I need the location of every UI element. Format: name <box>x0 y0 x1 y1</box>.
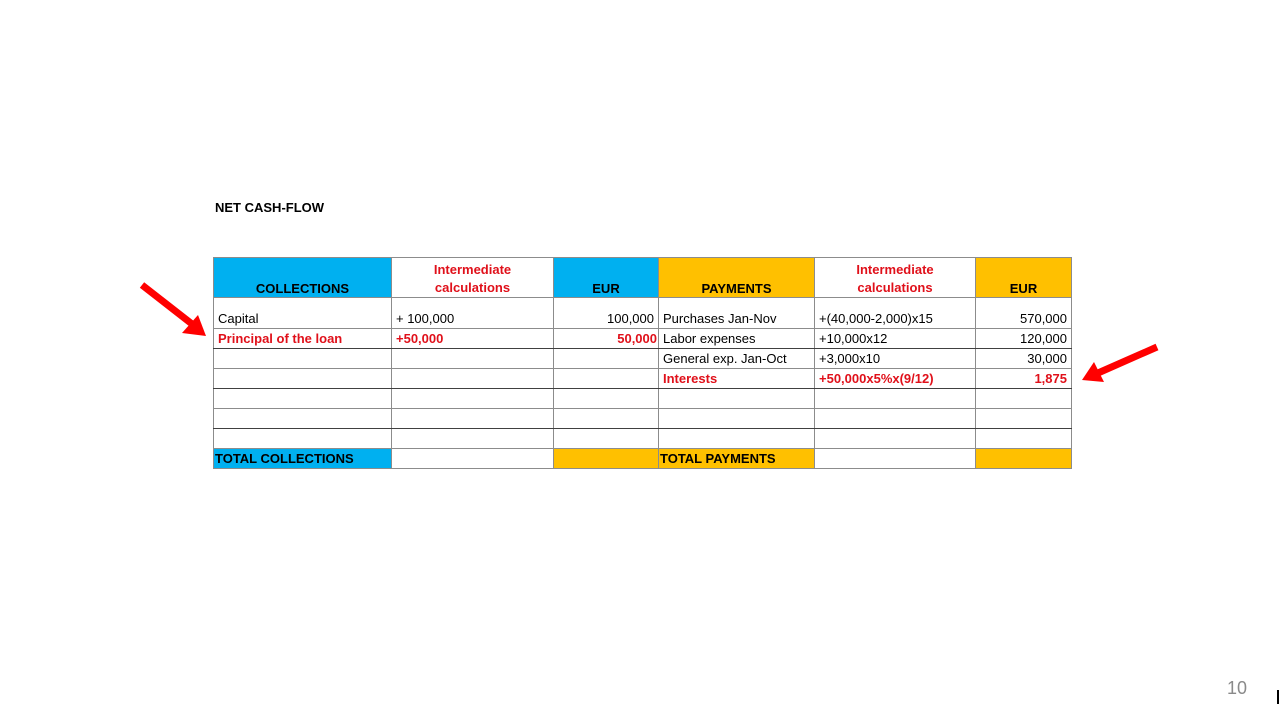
collection-calc: +50,000 <box>392 329 554 349</box>
collection-eur <box>554 429 659 449</box>
header-collections-calc: Intermediate calculations <box>392 258 554 298</box>
header-payments-calc: Intermediate calculations <box>815 258 976 298</box>
collection-calc <box>392 389 554 409</box>
table-row <box>214 329 1072 349</box>
table-row <box>214 389 1072 409</box>
payment-eur <box>976 429 1072 449</box>
payment-calc <box>815 409 976 429</box>
payment-eur: 30,000 <box>976 349 1072 369</box>
payment-label: Purchases Jan-Nov <box>659 298 815 329</box>
page-number: 10 <box>1227 678 1248 698</box>
payment-calc: +50,000x5%x(9/12) <box>815 369 976 389</box>
collection-label: Capital <box>214 298 392 329</box>
total-collections-calc <box>392 449 554 469</box>
payment-eur <box>976 389 1072 409</box>
payment-label <box>659 429 815 449</box>
net-cash-flow-table <box>213 257 1072 469</box>
header-payments-eur: EUR <box>976 258 1072 298</box>
payment-label: Interests <box>659 369 815 389</box>
collection-label: Principal of the loan <box>214 329 392 349</box>
payment-eur <box>976 409 1072 429</box>
header-payments: PAYMENTS <box>659 258 815 298</box>
totals-row <box>214 449 1072 469</box>
slide-title: NET CASH-FLOW <box>215 200 325 215</box>
collection-calc <box>392 349 554 369</box>
total-payments-label: TOTAL PAYMENTS <box>659 449 815 469</box>
collection-label <box>214 389 392 409</box>
payment-label: Labor expenses <box>659 329 815 349</box>
collection-eur: 100,000 <box>554 298 659 329</box>
payment-calc: +10,000x12 <box>815 329 976 349</box>
payment-calc <box>815 389 976 409</box>
payment-calc <box>815 429 976 449</box>
payment-eur: 1,875 <box>976 369 1072 389</box>
collection-calc: + 100,000 <box>392 298 554 329</box>
payment-eur: 570,000 <box>976 298 1072 329</box>
total-collections-label: TOTAL COLLECTIONS <box>214 449 392 469</box>
header-row <box>214 258 1072 298</box>
collection-eur <box>554 389 659 409</box>
collection-calc <box>392 409 554 429</box>
table-row <box>214 349 1072 369</box>
arrow-down-left-icon <box>1078 342 1162 386</box>
header-collections: COLLECTIONS <box>214 258 392 298</box>
total-payments-calc <box>815 449 976 469</box>
collection-eur <box>554 349 659 369</box>
table-row <box>214 409 1072 429</box>
total-payments-eur <box>976 449 1072 469</box>
header-collections-eur: EUR <box>554 258 659 298</box>
text-cursor <box>1277 690 1279 704</box>
collection-eur <box>554 369 659 389</box>
payment-calc: +(40,000-2,000)x15 <box>815 298 976 329</box>
collection-eur <box>554 409 659 429</box>
collection-label <box>214 349 392 369</box>
table-row <box>214 369 1072 389</box>
payment-label <box>659 409 815 429</box>
collection-label <box>214 369 392 389</box>
payment-eur: 120,000 <box>976 329 1072 349</box>
collection-eur: 50,000 <box>554 329 659 349</box>
payment-label <box>659 389 815 409</box>
collection-calc <box>392 429 554 449</box>
arrow-down-right-icon <box>136 280 212 340</box>
collection-label <box>214 429 392 449</box>
total-collections-eur <box>554 449 659 469</box>
collection-calc <box>392 369 554 389</box>
payment-calc: +3,000x10 <box>815 349 976 369</box>
table-row <box>214 429 1072 449</box>
collection-label <box>214 409 392 429</box>
payment-label: General exp. Jan-Oct <box>659 349 815 369</box>
table-row <box>214 298 1072 329</box>
